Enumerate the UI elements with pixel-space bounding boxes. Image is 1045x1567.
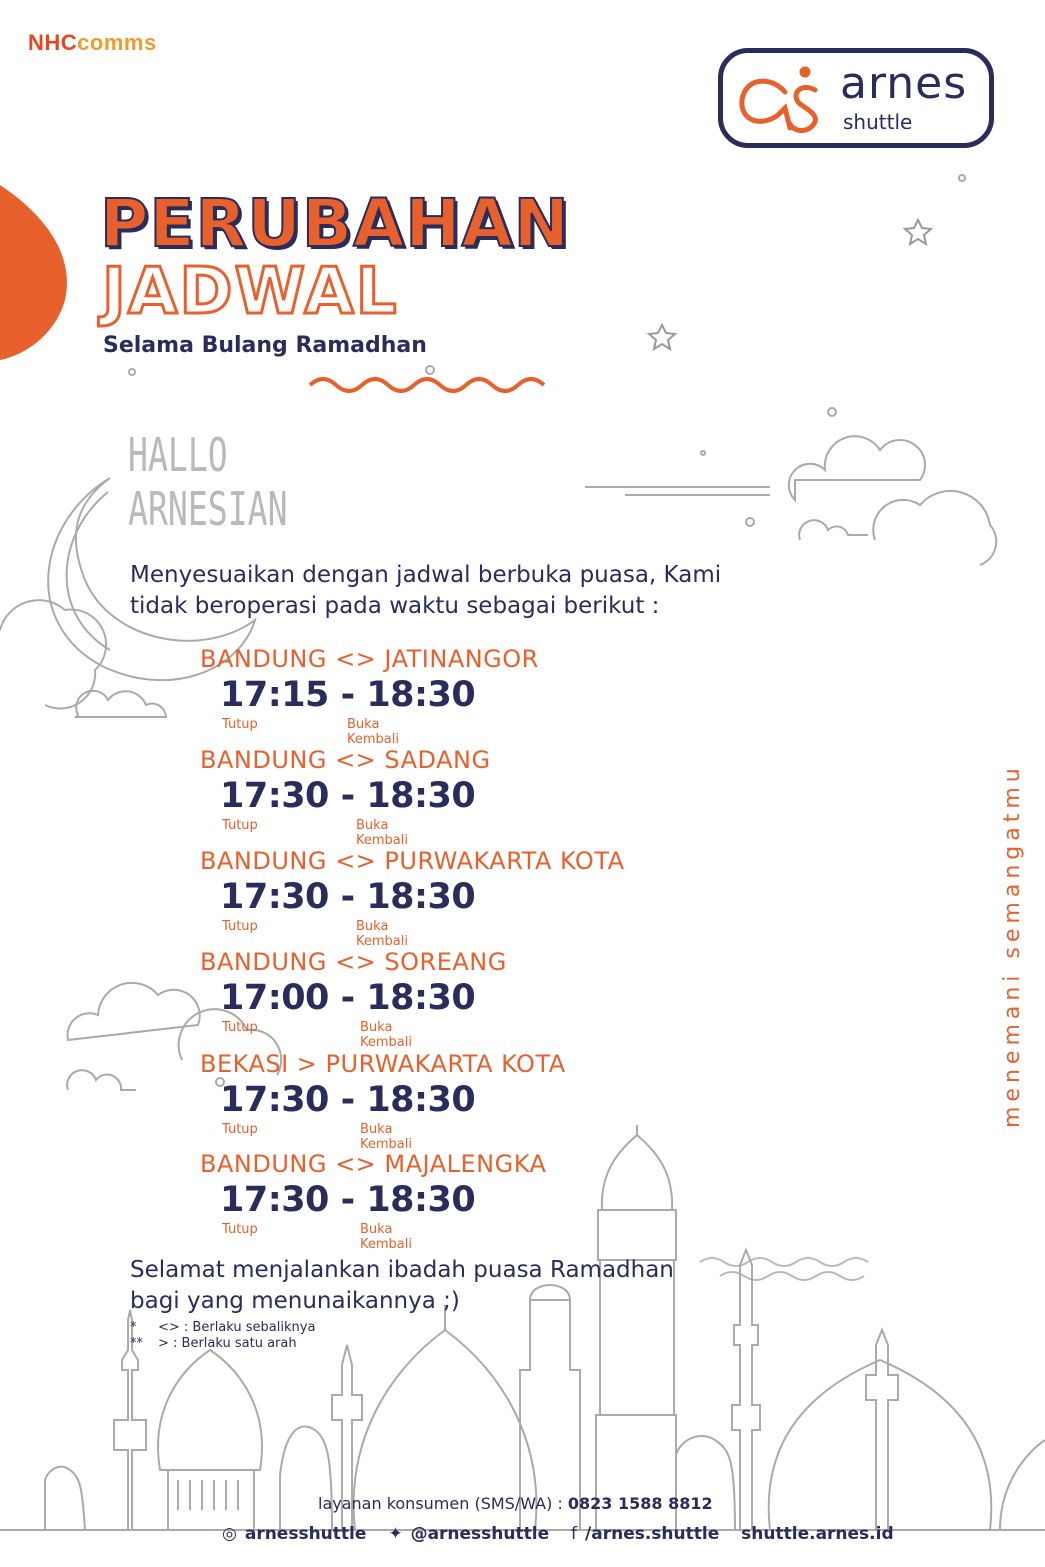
- route-times: [220, 776, 475, 816]
- star-icon: [905, 220, 931, 244]
- website-link[interactable]: shuttle.arnes.id: [741, 1524, 894, 1544]
- intro-line1: Menyesuaikan dengan jadwal berbuka puasa, Kami: [130, 562, 722, 588]
- orange-blob: [0, 185, 67, 360]
- time-separator: -: [340, 877, 355, 917]
- logo-sub: shuttle: [843, 110, 913, 134]
- social-links: [222, 1524, 902, 1544]
- close-label: Tutup: [222, 818, 258, 833]
- close-label: Tutup: [222, 1122, 258, 1137]
- tagline: menemani semangatmu: [1000, 763, 1025, 1128]
- twitter-icon: ✦: [388, 1524, 403, 1544]
- route-name: BANDUNG <> PURWAKARTA KOTA: [200, 847, 625, 875]
- title-line1: PERUBAHAN: [100, 185, 570, 262]
- close-label: Tutup: [222, 919, 258, 934]
- route-times: [220, 675, 475, 715]
- customer-service: [318, 1494, 713, 1513]
- route-name: BANDUNG <> SOREANG: [200, 948, 507, 976]
- reopen-label: Buka Kembali: [347, 717, 399, 747]
- title-line2: JADWAL: [102, 255, 399, 329]
- cloud-icon: [789, 436, 996, 565]
- close-time: 17:00: [220, 978, 329, 1018]
- time-separator: -: [340, 776, 355, 816]
- route-times: [220, 978, 475, 1018]
- orange-wave: [310, 379, 544, 391]
- instagram-icon: ◎: [222, 1524, 237, 1544]
- route-times: [220, 1180, 475, 1220]
- twitter-link[interactable]: ✦ @arnesshuttle: [388, 1524, 550, 1544]
- route-name: BANDUNG <> SADANG: [200, 746, 491, 774]
- agency-logo-part2: comms: [77, 30, 157, 55]
- cs-label: layanan konsumen (SMS/WA) :: [318, 1494, 563, 1513]
- agency-logo: [28, 30, 157, 56]
- reopen-time: 18:30: [366, 877, 476, 917]
- close-time: 17:15: [220, 675, 329, 715]
- route-name: BANDUNG <> MAJALENGKA: [200, 1150, 547, 1178]
- footnote-text: > : Berlaku satu arah: [158, 1336, 297, 1351]
- route-name: BANDUNG <> JATINANGOR: [200, 645, 539, 673]
- reopen-time: 18:30: [366, 776, 476, 816]
- facebook-link[interactable]: f /arnes.shuttle: [571, 1524, 720, 1544]
- close-time: 17:30: [220, 1080, 329, 1120]
- close-label: Tutup: [222, 1020, 258, 1035]
- close-label: Tutup: [222, 1222, 258, 1237]
- close-time: 17:30: [220, 1180, 329, 1220]
- footnotes: [130, 1320, 315, 1352]
- time-separator: -: [340, 1180, 355, 1220]
- reopen-time: 18:30: [366, 1080, 476, 1120]
- closing-line2: bagi yang menunaikannya ;): [130, 1288, 460, 1314]
- route-name: BEKASI > PURWAKARTA KOTA: [200, 1050, 566, 1078]
- subtitle: Selama Bulang Ramadhan: [103, 333, 427, 358]
- footnote-mark: *: [130, 1320, 137, 1335]
- closing-line1: Selamat menjalankan ibadah puasa Ramadhan: [130, 1257, 674, 1283]
- grey-wave: [700, 1258, 868, 1280]
- greeting-line1: HALLO: [128, 428, 228, 482]
- reopen-time: 18:30: [366, 1180, 476, 1220]
- cs-phone[interactable]: 0823 1588 8812: [567, 1494, 713, 1513]
- close-time: 17:30: [220, 877, 329, 917]
- footnote-mark: **: [130, 1336, 143, 1351]
- instagram-link[interactable]: ◎ arnesshuttle: [222, 1524, 367, 1544]
- logo-name: arnes: [840, 58, 968, 109]
- reopen-label: Buka Kembali: [360, 1020, 412, 1050]
- footnote: [130, 1320, 315, 1336]
- greeting: [128, 428, 288, 536]
- time-separator: -: [340, 978, 355, 1018]
- footnote: [130, 1336, 315, 1352]
- close-label: Tutup: [222, 717, 258, 732]
- intro-text: [130, 560, 830, 622]
- reopen-label: Buka Kembali: [356, 919, 408, 949]
- route-times: [220, 1080, 475, 1120]
- star-icon: [649, 325, 675, 349]
- time-separator: -: [340, 1080, 355, 1120]
- reopen-time: 18:30: [366, 675, 476, 715]
- closing-message: [130, 1255, 674, 1317]
- intro-line2: tidak beroperasi pada waktu sebagai berikut :: [130, 593, 660, 619]
- facebook-icon: f: [571, 1524, 578, 1544]
- close-time: 17:30: [220, 776, 329, 816]
- time-separator: -: [340, 675, 355, 715]
- reopen-label: Buka Kembali: [360, 1122, 412, 1152]
- footnote-text: <> : Berlaku sebaliknya: [158, 1320, 316, 1335]
- reopen-label: Buka Kembali: [360, 1222, 412, 1252]
- reopen-label: Buka Kembali: [356, 818, 408, 848]
- reopen-time: 18:30: [366, 978, 476, 1018]
- agency-logo-part1: NHC: [28, 30, 78, 55]
- wind-lines: [585, 487, 770, 495]
- greeting-line2: ARNESIAN: [128, 482, 288, 536]
- route-times: [220, 877, 475, 917]
